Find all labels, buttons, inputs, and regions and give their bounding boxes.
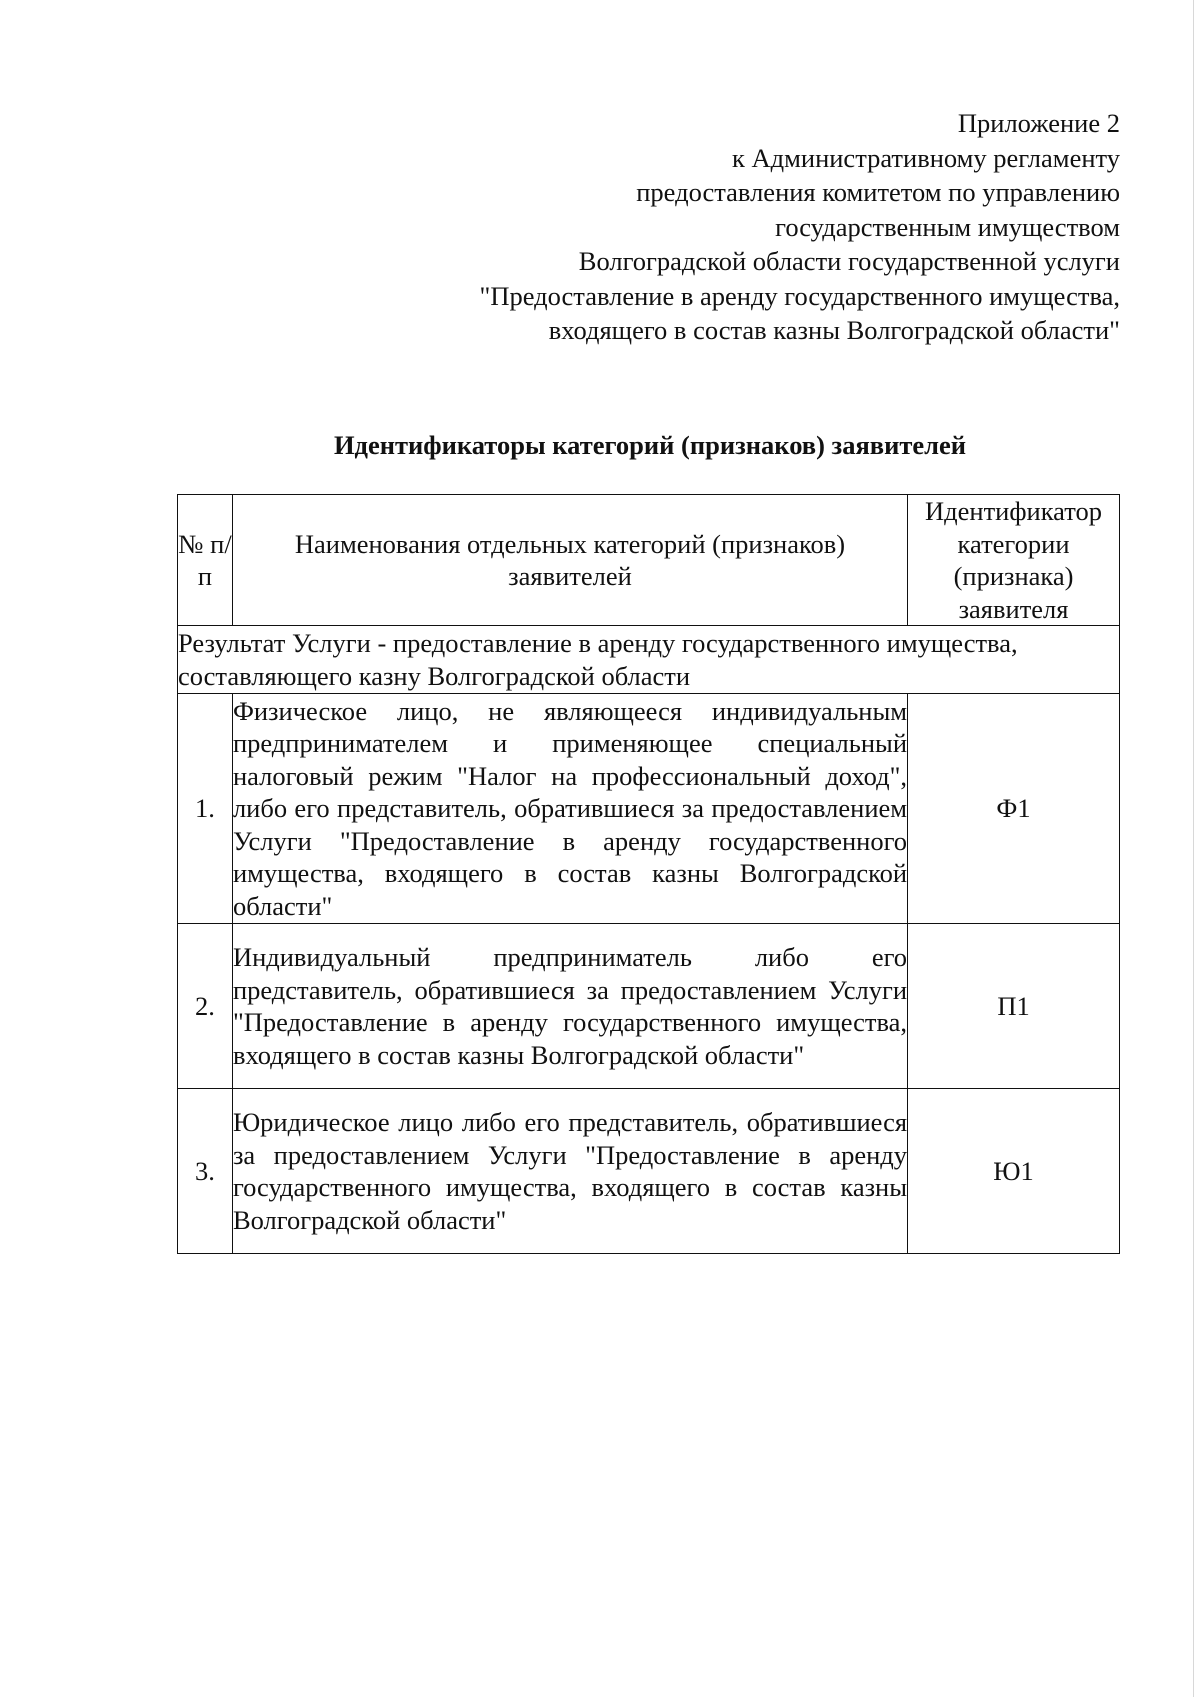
scan-edge-line — [1193, 0, 1194, 1697]
table-row — [178, 924, 1120, 1089]
section-result-cell: Результат Услуги - предоставление в аренду государственного имущества, составляющего казну Волгоградской области — [178, 626, 1120, 694]
section-row — [178, 626, 1120, 694]
header-number: № п/п — [178, 495, 233, 626]
appendix-line: входящего в состав казны Волгоградской области" — [548, 315, 1120, 345]
categories-table — [177, 494, 1120, 1254]
row-number: 2. — [178, 924, 233, 1089]
row-identifier: Ф1 — [908, 694, 1120, 924]
table-row — [178, 694, 1120, 924]
appendix-line: Волгоградской области государственной услуги — [578, 246, 1120, 276]
table-row — [178, 1089, 1120, 1254]
header-identifier: Идентификатор категории (признака) заявителя — [908, 495, 1120, 626]
appendix-line: Приложение 2 — [957, 108, 1120, 138]
table-header-row — [178, 495, 1120, 626]
row-identifier: П1 — [908, 924, 1120, 1089]
appendix-line: предоставления комитетом по управлению — [636, 177, 1120, 207]
row-category-name: Юридическое лицо либо его представитель, обратившиеся за предоставлением Услуги "Предоставление в аренду государственного имущества, входящего в состав казны Волгоградской области" — [232, 1089, 907, 1254]
row-category-name: Индивидуальный предприниматель либо его представитель, обратившиеся за предоставлением Услуги "Предоставление в аренду государственного имущества, входящего в состав казны Волгоградской области" — [232, 924, 907, 1089]
appendix-line: "Предоставление в аренду государственного имущества, — [479, 280, 1120, 311]
header-category-name: Наименования отдельных категорий (признаков) заявителей — [232, 495, 907, 626]
document-title: Идентификаторы категорий (признаков) заявителей — [333, 430, 967, 460]
row-number: 3. — [178, 1089, 233, 1254]
row-category-name: Физическое лицо, не являющееся индивидуальным предпринимателем и применяющее специальный налоговый режим "Налог на профессиональный доход", либо его представитель, обратившиеся за предоставлением Услуги "Предоставление в аренду государственного имущества, входящего в состав казны Волгоградской области" — [232, 694, 907, 924]
row-identifier: Ю1 — [908, 1089, 1120, 1254]
appendix-header — [360, 106, 1120, 348]
appendix-line: к Административному регламенту — [732, 142, 1120, 173]
appendix-line: государственным имуществом — [775, 211, 1120, 242]
row-number: 1. — [178, 694, 233, 924]
